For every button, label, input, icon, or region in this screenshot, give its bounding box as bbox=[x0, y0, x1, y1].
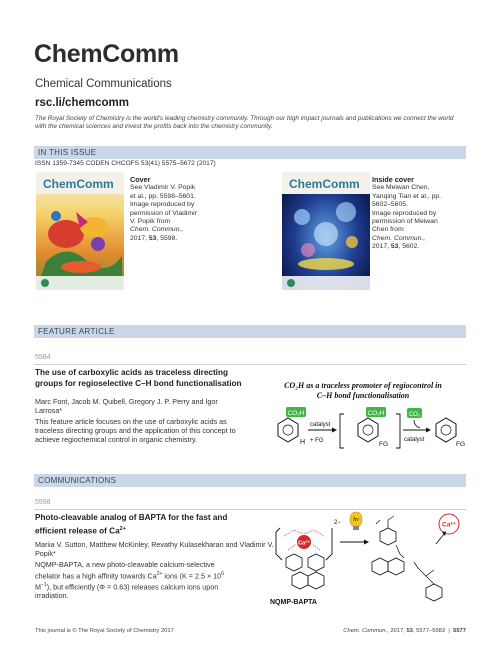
ca-ion-center-label: Ca²⁺ bbox=[298, 540, 310, 547]
intro-text: The Royal Society of Chemistry is the world's leading chemistry community. Through our high impact journals and publications we connect the world with the chemical sciences and invest the profits back into the chemistry community. bbox=[35, 115, 454, 130]
product-chain-2 bbox=[414, 562, 434, 584]
communication-abstract-sup-2: 6 bbox=[221, 570, 224, 577]
footer-journal: Chem. Commun., bbox=[343, 628, 389, 634]
chelate-bracket-right bbox=[326, 528, 332, 560]
communication-graphic bbox=[268, 506, 466, 618]
bracket-left bbox=[340, 414, 344, 448]
inside-cover-volume: 53 bbox=[390, 243, 399, 251]
communication-title-text: Photo-cleavable analog of BAPTA for the fast and efficient release of Ca bbox=[35, 513, 228, 536]
communications-label: COMMUNICATIONS bbox=[38, 476, 117, 485]
inside-cover-text-2: Image reproduced by permission of Meiwan Chen from bbox=[372, 209, 438, 234]
graphic-title-line-1: CO₂H as a traceless promoter of regiocontrol in bbox=[284, 381, 442, 390]
inside-cover-image[interactable] bbox=[282, 172, 370, 290]
fg-label-product: FG bbox=[456, 441, 466, 448]
footer-copyright: This journal is © The Royal Society of Chemistry 2017 bbox=[35, 628, 174, 634]
footer-year: 2017, bbox=[388, 628, 407, 634]
feature-article-page[interactable]: 5584 bbox=[35, 354, 51, 361]
naphthol-ring-1 bbox=[292, 572, 308, 589]
benzene-ring-1 bbox=[278, 418, 298, 442]
issn-line: ISSN 1359-7345 CODEN CHCOFS 53(41) 5575–5672 (2017) bbox=[35, 160, 216, 167]
bapta-ring-2 bbox=[308, 554, 324, 571]
inside-cover-description bbox=[372, 176, 452, 252]
cover-text-2: Image reproduced by permission of Vladimir V. Popik from bbox=[130, 201, 197, 226]
light-label: hν bbox=[353, 517, 359, 523]
communication-abstract-sup-3: −1 bbox=[41, 581, 47, 588]
footer-citation: Chem. Commun., 2017, 53, 5577–5583 | 5577 bbox=[343, 628, 466, 634]
co2h-label-2: CO₂H bbox=[367, 410, 385, 417]
photolysis-arrowhead bbox=[364, 540, 369, 545]
cover-heading: Cover bbox=[130, 175, 151, 184]
reaction-arrowhead-1 bbox=[332, 428, 337, 433]
communication-page[interactable]: 5598 bbox=[35, 499, 51, 506]
journal-subtitle: Chemical Communications bbox=[35, 78, 172, 90]
communication-abstract-text-1: NQMP-BAPTA, a new photo-cleavable calcium-selective chelator has a high affinity towards Ca bbox=[35, 560, 215, 581]
feature-article-abstract: This feature article focuses on the use of carboxylic acids as traceless directing groups and the application of this concept to achieve regiochemical control in organic chemistry. bbox=[35, 417, 236, 444]
product-naphthol-2 bbox=[388, 558, 404, 575]
cover-journal-ref: Chem. Commun., bbox=[130, 226, 184, 234]
co2-release-arrow bbox=[414, 420, 420, 428]
communications-band bbox=[34, 474, 466, 487]
cover-text-1: See Vladimir V. Popik et al., pp. 5598–5601. bbox=[130, 184, 196, 200]
cover-artwork bbox=[36, 172, 124, 290]
communication-abstract bbox=[35, 561, 240, 601]
inside-cover-text-1: See Meiwan Chen, Yanqing Tian et al., pp. 5602–5605. bbox=[372, 184, 442, 209]
footer-volume: 53 bbox=[406, 628, 413, 634]
cover-logo: ChemComm bbox=[43, 177, 114, 191]
product-chain-1 bbox=[376, 516, 394, 528]
benzene-ring-3 bbox=[436, 418, 456, 442]
inside-cover-heading: Inside cover bbox=[372, 175, 414, 184]
bracket-right bbox=[396, 414, 400, 448]
h-atom-label: H bbox=[300, 439, 306, 446]
product-ring-2 bbox=[426, 584, 442, 601]
molecule-label: NQMP-BAPTA bbox=[270, 599, 317, 606]
product-link bbox=[396, 545, 404, 558]
feature-article-title[interactable]: The use of carboxylic acids as traceless directing groups for regioselective C–H bond functionalisation bbox=[35, 368, 242, 388]
cover-image[interactable] bbox=[36, 172, 124, 290]
ca-ion-released-label: Ca²⁺ bbox=[442, 521, 456, 529]
in-this-issue-band bbox=[34, 146, 466, 159]
inside-cover-journal-ref: Chem. Commun., bbox=[372, 234, 426, 242]
journal-title: ChemComm bbox=[34, 40, 179, 68]
feature-article-label: FEATURE ARTICLE bbox=[38, 327, 115, 336]
in-this-issue-label: IN THIS ISSUE bbox=[38, 148, 97, 157]
feature-article-rule bbox=[34, 364, 466, 365]
benzene-ring-2 bbox=[358, 418, 378, 442]
co2h-label-1: CO₂H bbox=[287, 410, 305, 417]
cover-pages: , 5598. bbox=[156, 234, 178, 242]
communication-title-sup: 2+ bbox=[119, 525, 126, 532]
cover-description bbox=[130, 176, 198, 243]
inside-cover-logo: ChemComm bbox=[289, 177, 360, 191]
product-ring-1 bbox=[380, 528, 396, 545]
aromatic-circle-3 bbox=[441, 425, 451, 435]
feature-article-authors: Marc Font, Jacob M. Quibell, Gregory J. P. Perry and Igor Larrosa* bbox=[35, 397, 218, 415]
bapta-ring-1 bbox=[286, 554, 302, 571]
catalyst-label-2: catalyst bbox=[404, 437, 425, 443]
cover-volume: 53 bbox=[148, 234, 157, 242]
inside-cover-year: 2017, bbox=[372, 243, 390, 251]
product-naphthol-1 bbox=[372, 558, 388, 575]
communication-abstract-text-4: ), but efficiently (Φ = 0.63) releases calcium ions upon irradiation. bbox=[35, 582, 219, 601]
co2-label: CO₂ bbox=[408, 412, 421, 418]
chelate-bracket-left bbox=[276, 528, 282, 560]
inside-cover-artwork bbox=[282, 172, 370, 290]
communication-abstract-text-2: ions (K = 2.5 × 10 bbox=[162, 571, 222, 581]
reaction-arrowhead-2 bbox=[426, 428, 431, 433]
communication-abstract-text-3: M bbox=[35, 582, 41, 592]
aromatic-circle-2 bbox=[363, 425, 373, 435]
cover-year: 2017, bbox=[130, 234, 148, 242]
journal-url[interactable]: rsc.li/chemcomm bbox=[35, 97, 129, 109]
catalyst-label-1: catalyst bbox=[310, 422, 331, 428]
feature-article-graphic bbox=[260, 378, 466, 458]
charge-label: 2− bbox=[334, 520, 341, 526]
communication-title[interactable] bbox=[35, 513, 235, 537]
footer-pages: , 5577–5583 bbox=[412, 628, 446, 634]
communication-abstract-sup-1: 2+ bbox=[156, 570, 163, 577]
reagent-label: + FG bbox=[310, 438, 324, 444]
communication-authors: Mariia V. Sutton, Matthew McKinley, Revathy Kulasekharan and Vladimir V. Popik* bbox=[35, 540, 274, 558]
footer-page-number: 5577 bbox=[453, 628, 466, 634]
fg-label-intermediate: FG bbox=[379, 441, 389, 448]
graphic-title-line-2: C–H bond functionalisation bbox=[316, 391, 410, 400]
inside-cover-pages: , 5602. bbox=[398, 243, 420, 251]
feature-article-band bbox=[34, 325, 466, 338]
light-bulb-base bbox=[353, 526, 359, 530]
release-arrow bbox=[436, 534, 444, 544]
aromatic-circle-1 bbox=[283, 425, 293, 435]
naphthol-ring-2 bbox=[308, 572, 324, 589]
